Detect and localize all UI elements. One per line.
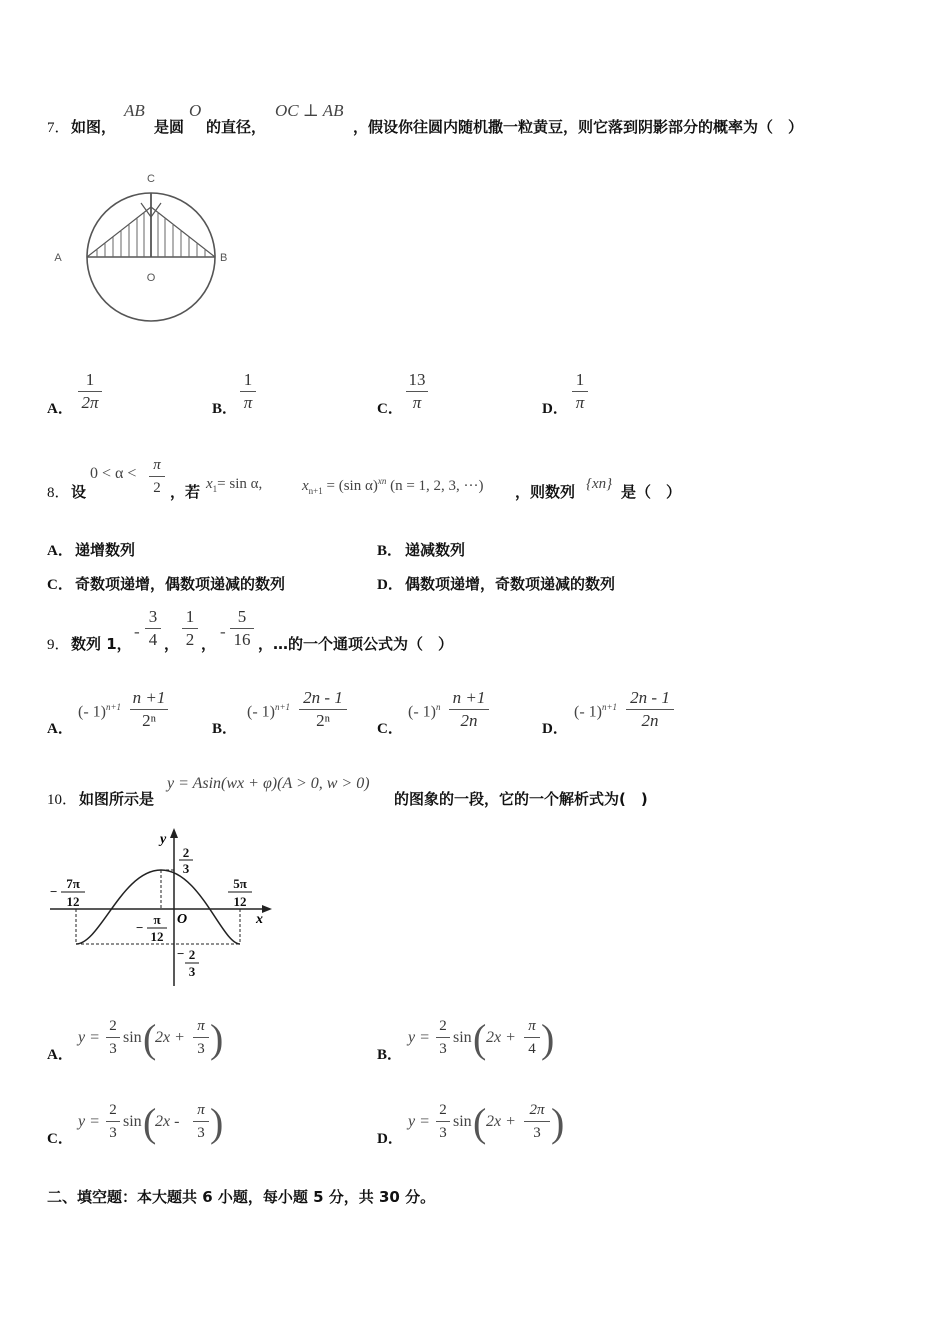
q7-text-4: ，假设你往圆内随机撒一粒黄豆，则它落到阴影部分的概率为（ ）	[353, 118, 804, 136]
q8-condition: 0 < α <	[90, 465, 137, 482]
q7-circle-figure	[40, 165, 240, 345]
q7-text-1: 如图，	[71, 118, 117, 136]
q10-option-a-label: A．	[47, 1047, 73, 1063]
q10-label-top-num: 2	[182, 845, 190, 860]
q10-text-2: 的图象的一段，它的一个解析式为( )	[394, 790, 648, 808]
q10-label-top-den: 3	[182, 861, 190, 876]
q10-option-c-coef: 2 3	[106, 1100, 120, 1143]
q9-option-b-sign: (- 1)$^{n+1}$	[247, 702, 291, 721]
q7-label-a: A	[54, 252, 62, 264]
q7-option-c-label: C．	[377, 401, 403, 417]
q7-number: 7．	[47, 120, 70, 136]
q10-axis-y-label: y	[160, 832, 167, 847]
q9-option-d-label: D．	[542, 721, 568, 737]
q9-option-b-label: B．	[212, 721, 238, 737]
q8-option-c-label: C．	[47, 577, 73, 593]
q10-option-c-sin: sin	[123, 1113, 142, 1130]
q7-o: O	[189, 101, 202, 120]
q10-label-bot-den: 3	[188, 964, 196, 979]
q10-option-d-lhs: y =	[408, 1113, 430, 1130]
q10-option-d-phase: 2π 3	[524, 1100, 550, 1143]
q7-label-b: B	[220, 252, 228, 264]
q9-comma-2: ，	[201, 635, 217, 653]
q7-option-c-fraction: 13 π	[406, 370, 428, 413]
q8-option-c-text: 奇数项递增，偶数项递减的数列	[75, 575, 286, 593]
q10-option-d-coef: 2 3	[436, 1100, 450, 1143]
q10-option-a-phase: π 3	[193, 1016, 209, 1059]
q10-label-left-den: 12	[66, 894, 80, 909]
q10-label-right-den: 12	[233, 894, 247, 909]
q8-text-3: ，则数列	[515, 483, 576, 501]
q9-term2-fraction: 3 4	[145, 607, 161, 650]
q8-sequence: {xn}	[586, 476, 613, 492]
svg-text:−: −	[50, 884, 58, 899]
q10-number: 10．	[47, 792, 78, 808]
q9-term3-fraction: 1 2	[182, 607, 198, 650]
q8-option-d-text: 偶数项递增，奇数项递减的数列	[405, 575, 616, 593]
q10-label-mid-den: 12	[150, 929, 164, 944]
q9-option-a-label: A．	[47, 721, 73, 737]
q10-label-left-num: 7π	[66, 876, 80, 891]
q10-option-b-coef: 2 3	[436, 1016, 450, 1059]
q9-term2-sign: -	[134, 622, 140, 641]
q10-option-c-label: C．	[47, 1131, 73, 1147]
q8-number: 8．	[47, 485, 70, 501]
q7-text-2: 是圆	[154, 118, 185, 136]
q7-label-c: C	[147, 173, 155, 185]
q10-origin-label: O	[177, 912, 188, 927]
q10-option-a-coef: 2 3	[106, 1016, 120, 1059]
q10-option-b-label: B．	[377, 1047, 403, 1063]
q8-option-b-label: B．	[377, 543, 403, 559]
q10-option-d-sin: sin	[453, 1113, 472, 1130]
q10-option-b-lhs: y =	[408, 1029, 430, 1046]
q7-oc-perp-ab: OC ⊥ AB	[275, 101, 344, 120]
q9-option-d-sign: (- 1)$^{n+1}$	[574, 702, 618, 721]
q10-label-mid-num: π	[153, 912, 161, 927]
q9-term4-fraction: 5 16	[230, 607, 254, 650]
q7-option-b-fraction: 1 π	[240, 370, 256, 413]
q10-option-b-sin: sin	[453, 1029, 472, 1046]
q10-option-a-inner: 2x +	[155, 1029, 185, 1046]
q7-ab: AB	[124, 101, 145, 120]
q7-option-d-fraction: 1 π	[572, 370, 588, 413]
q9-number: 9．	[47, 637, 70, 653]
q9-option-c-sign: (- 1)$^n$	[408, 702, 441, 721]
q7-option-a-label: A．	[47, 401, 73, 417]
q10-sine-graph	[40, 826, 280, 991]
q9-option-c-fraction: n +1 2n	[449, 688, 489, 731]
q9-option-a-sign: (- 1)$^{n+1}$	[78, 702, 122, 721]
q7-option-b-label: B．	[212, 401, 238, 417]
q9-option-a-fraction: n +1 2ⁿ	[130, 688, 168, 731]
q10-option-c-lhs: y =	[78, 1113, 100, 1130]
q10-option-d-label: D．	[377, 1131, 403, 1147]
q9-option-b-fraction: 2n - 1 2ⁿ	[299, 688, 347, 731]
q8-text-4: 是（ ）	[621, 483, 682, 501]
q10-option-c-phase: π 3	[193, 1100, 209, 1143]
svg-text:−: −	[177, 946, 185, 961]
q10-option-b-inner: 2x +	[486, 1029, 516, 1046]
q8-condition-fraction: π 2	[149, 455, 165, 498]
q8-option-d-label: D．	[377, 577, 403, 593]
q10-option-d-inner: 2x +	[486, 1113, 516, 1130]
q9-option-c-label: C．	[377, 721, 403, 737]
q10-option-b-phase: π 4	[524, 1016, 540, 1059]
q10-option-a-sin: sin	[123, 1029, 142, 1046]
q10-label-bot-num: 2	[188, 947, 196, 962]
q10-axis-x-label: x	[256, 912, 263, 927]
q8-option-a-label: A．	[47, 543, 73, 559]
q7-label-o: O	[146, 272, 156, 284]
q8-text-1: 设	[71, 483, 87, 501]
q8-recurrence: $x_{n+1} = (\sin$ α)$^{xn}$ (n = 1, 2, 3, ···)	[302, 476, 484, 496]
q10-option-c-inner: 2x -	[155, 1113, 180, 1130]
q8-text-2: ，若	[170, 483, 201, 501]
q8-option-b-text: 递减数列	[405, 541, 466, 559]
section-2-heading: 二、填空题：本大题共 6 小题，每小题 5 分，共 30 分。	[47, 1188, 436, 1206]
q9-text-2: ，…的一个通项公式为（ ）	[258, 635, 454, 653]
svg-text:−: −	[136, 920, 144, 935]
q8-x1: $x_1= \sin \alpha$,	[206, 476, 263, 494]
q7-option-d-label: D．	[542, 401, 568, 417]
q10-formula: y = Asin(wx + φ)(A > 0, w > 0)	[167, 775, 370, 792]
q9-term4-sign: -	[220, 622, 226, 641]
q9-comma-1: ，	[164, 635, 180, 653]
q7-text-3: 的直径，	[206, 118, 267, 136]
q8-option-a-text: 递增数列	[75, 541, 136, 559]
q7-option-a-fraction: 1 2π	[78, 370, 102, 413]
q10-label-right-num: 5π	[233, 876, 247, 891]
q10-text-1: 如图所示是	[79, 790, 155, 808]
q9-text-1: 数列 1，	[71, 635, 132, 653]
q9-option-d-fraction: 2n - 1 2n	[626, 688, 674, 731]
q10-option-a-lhs: y =	[78, 1029, 100, 1046]
